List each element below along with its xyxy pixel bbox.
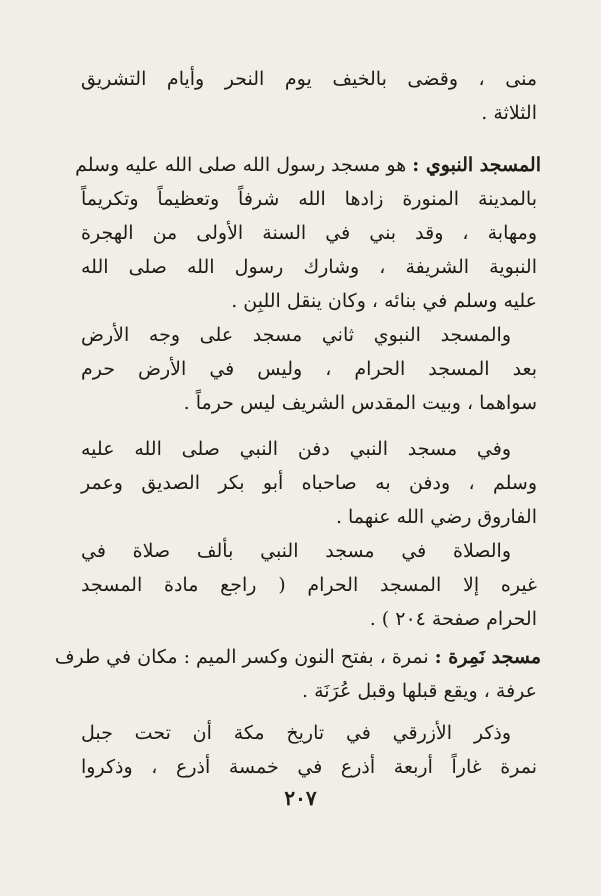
text-line-4: بالمدينة المنورة زادها الله شرفاً وتعظيماً وتكريماً — [81, 188, 537, 210]
text-line-15: غيره إلا المسجد الحرام ( راجع مادة المسجد — [81, 574, 537, 596]
text-line-1: منى ، وقضى بالخيف يوم النحر وأيام التشريق — [81, 68, 537, 90]
text-line-19: وذكر الأزرقي في تاريخ مكة أن تحت جبل — [81, 722, 511, 744]
text-line-16: الحرام صفحة ٢٠٤ ) . — [369, 608, 537, 630]
text-line-2: الثلاثة . — [481, 102, 537, 124]
entry-masjid-nabawi: المسجد النبوي : هو مسجد رسول الله صلى الله عليه وسلم — [75, 154, 541, 176]
text-line-14: والصلاة في مسجد النبي بألف صلاة في — [81, 540, 511, 562]
entry-masjid-namira: مسجد نَمِرة : نمرة ، بفتح النون وكسر الميم : مكان في طرف — [54, 646, 541, 668]
text-line-7: عليه وسلم في بنائه ، وكان ينقل اللبِن . — [231, 290, 537, 312]
text-line-8: والمسجد النبوي ثاني مسجد على وجه الأرض — [81, 324, 511, 346]
text-line-13: الفاروق رضي الله عنهما . — [335, 506, 537, 528]
text-line-20: نمرة غاراً أربعة أذرع في خمسة أذرع ، وذكروا — [81, 756, 537, 778]
text-line-12: وسلم ، ودفن به صاحباه أبو بكر الصديق وعمر — [81, 472, 537, 494]
text-line-11: وفي مسجد النبي دفن النبي صلى الله عليه — [81, 438, 511, 460]
text-line-10: سواهما ، وبيت المقدس الشريف ليس حرماً . — [183, 392, 537, 414]
text-line-18: عرفة ، ويقع قبلها وقبل عُرَنَة . — [301, 680, 537, 702]
page-number: ٢٠٧ — [284, 786, 317, 810]
entry-heading: مسجد نَمِرة : — [434, 646, 541, 668]
text-line-6: النبوية الشريفة ، وشارك رسول الله صلى الله — [81, 256, 537, 278]
text-line-9: بعد المسجد الحرام ، وليس في الأرض حرم — [81, 358, 537, 380]
entry-heading: المسجد النبوي : — [412, 154, 541, 176]
text-line-5: ومهابة ، وقد بني في السنة الأولى من الهجرة — [81, 222, 537, 244]
